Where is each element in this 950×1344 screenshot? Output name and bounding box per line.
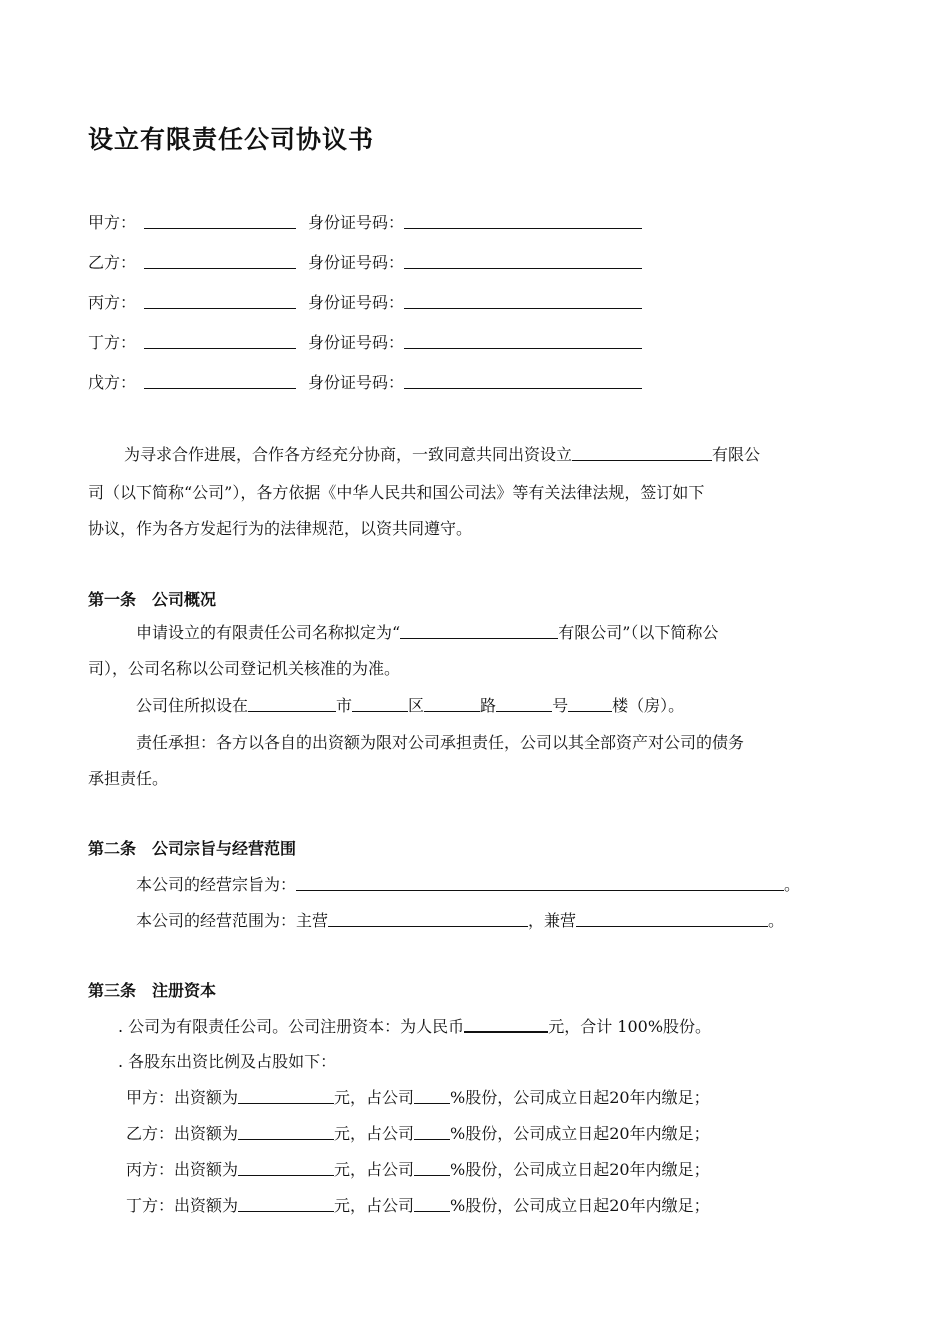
party-label: 戊方： <box>88 373 137 392</box>
amount-blank <box>238 1158 334 1176</box>
ratio-intro: . 各股东出资比例及占股如下： <box>118 1052 337 1071</box>
amount-blank <box>238 1194 334 1212</box>
paragraph-text: 。 <box>768 911 785 930</box>
intro-text: 为寻求合作进展，合作各方经充分协商，一致同意共同出资设立 <box>124 445 573 464</box>
party-label: 丙方： <box>88 293 137 312</box>
article-2-heading: 第二条 公司宗旨与经营范围 <box>88 839 297 858</box>
paragraph-text: 路 <box>480 696 497 715</box>
percent-blank <box>414 1086 450 1104</box>
party-row <box>88 330 642 354</box>
id-label: 身份证号码： <box>308 333 405 352</box>
contribution-text: 元，占公司 <box>334 1088 415 1107</box>
liability-line-1: 责任承担：各方以各自的出资额为限对公司承担责任，公司以其全部资产对公司的债务 <box>136 733 745 752</box>
contribution-text: 甲方：出资额为 <box>126 1088 239 1107</box>
company-name-blank <box>400 621 558 639</box>
company-name-line-2: 司），公司名称以公司登记机关核准的为准。 <box>88 659 401 678</box>
purpose-blank <box>296 873 784 891</box>
intro-line-1 <box>124 443 760 467</box>
paragraph-text: ，兼营 <box>528 911 577 930</box>
contribution-text: 乙方：出资额为 <box>126 1124 239 1143</box>
contribution-text: %股份，公司成立日起20年内缴足； <box>450 1088 710 1107</box>
id-blank <box>404 370 642 389</box>
party-label: 甲方： <box>88 213 137 232</box>
name-blank <box>144 210 296 229</box>
contribution-row <box>126 1122 710 1146</box>
party-row <box>88 370 642 394</box>
capital-blank <box>464 1014 548 1033</box>
city-blank <box>248 694 336 712</box>
side-business-blank <box>576 909 768 927</box>
contribution-text: 元，占公司 <box>334 1196 415 1215</box>
floor-blank <box>568 694 612 712</box>
party-row <box>88 290 642 314</box>
name-blank <box>144 250 296 269</box>
article-1-heading: 第一条 公司概况 <box>88 590 217 609</box>
contribution-text: %股份，公司成立日起20年内缴足； <box>450 1160 710 1179</box>
paragraph-text: 申请设立的有限责任公司名称拟定为“ <box>136 623 401 642</box>
percent-blank <box>414 1122 450 1140</box>
party-label: 丁方： <box>88 333 137 352</box>
id-label: 身份证号码： <box>308 373 405 392</box>
contribution-text: %股份，公司成立日起20年内缴足； <box>450 1196 710 1215</box>
party-label: 乙方： <box>88 253 137 272</box>
article-3-heading: 第三条 注册资本 <box>88 981 217 1000</box>
contribution-text: 元，占公司 <box>334 1160 415 1179</box>
number-blank <box>496 694 552 712</box>
id-blank <box>404 210 642 229</box>
company-name-line <box>136 621 718 645</box>
main-business-blank <box>328 909 528 927</box>
paragraph-text: 有限公司”（以下简称公 <box>558 623 719 642</box>
id-label: 身份证号码： <box>308 293 405 312</box>
party-row <box>88 210 642 234</box>
id-blank <box>404 290 642 309</box>
id-blank <box>404 250 642 269</box>
amount-blank <box>238 1122 334 1140</box>
document-title: 设立有限责任公司协议书 <box>88 125 375 154</box>
percent-blank <box>414 1158 450 1176</box>
intro-text: 有限公 <box>712 445 761 464</box>
contribution-text: %股份，公司成立日起20年内缴足； <box>450 1124 710 1143</box>
amount-blank <box>238 1086 334 1104</box>
paragraph-text: 本公司的经营宗旨为： <box>136 875 297 894</box>
address-line <box>136 694 684 718</box>
company-name-blank <box>572 443 712 461</box>
road-blank <box>424 694 480 712</box>
contribution-row <box>126 1086 710 1110</box>
contribution-text: 丙方：出资额为 <box>126 1160 239 1179</box>
party-row <box>88 250 642 274</box>
capital-line <box>118 1014 711 1039</box>
name-blank <box>144 370 296 389</box>
name-blank <box>144 330 296 349</box>
paragraph-text: 。 <box>784 875 801 894</box>
purpose-line <box>136 873 800 897</box>
id-label: 身份证号码： <box>308 253 405 272</box>
paragraph-text: 楼（房）。 <box>612 696 685 715</box>
paragraph-text: 号 <box>552 696 569 715</box>
percent-blank <box>414 1194 450 1212</box>
name-blank <box>144 290 296 309</box>
contribution-row <box>126 1158 710 1182</box>
paragraph-text: 公司住所拟设在 <box>136 696 249 715</box>
paragraph-text: 市 <box>336 696 353 715</box>
id-blank <box>404 330 642 349</box>
scope-line <box>136 909 784 933</box>
district-blank <box>352 694 408 712</box>
intro-line-3: 协议，作为各方发起行为的法律规范，以资共同遵守。 <box>88 519 473 538</box>
contribution-text: 元，占公司 <box>334 1124 415 1143</box>
paragraph-text: . 公司为有限责任公司。公司注册资本：为人民币 <box>118 1017 465 1036</box>
contribution-row <box>126 1194 710 1218</box>
intro-line-2: 司（以下简称“公司”），各方依据《中华人民共和国公司法》等有关法律法规，签订如下 <box>88 483 705 502</box>
id-label: 身份证号码： <box>308 213 405 232</box>
contribution-text: 丁方：出资额为 <box>126 1196 239 1215</box>
liability-line-2: 承担责任。 <box>88 769 169 788</box>
paragraph-text: 元，合计 100%股份。 <box>548 1017 712 1036</box>
paragraph-text: 区 <box>408 696 425 715</box>
paragraph-text: 本公司的经营范围为：主营 <box>136 911 329 930</box>
